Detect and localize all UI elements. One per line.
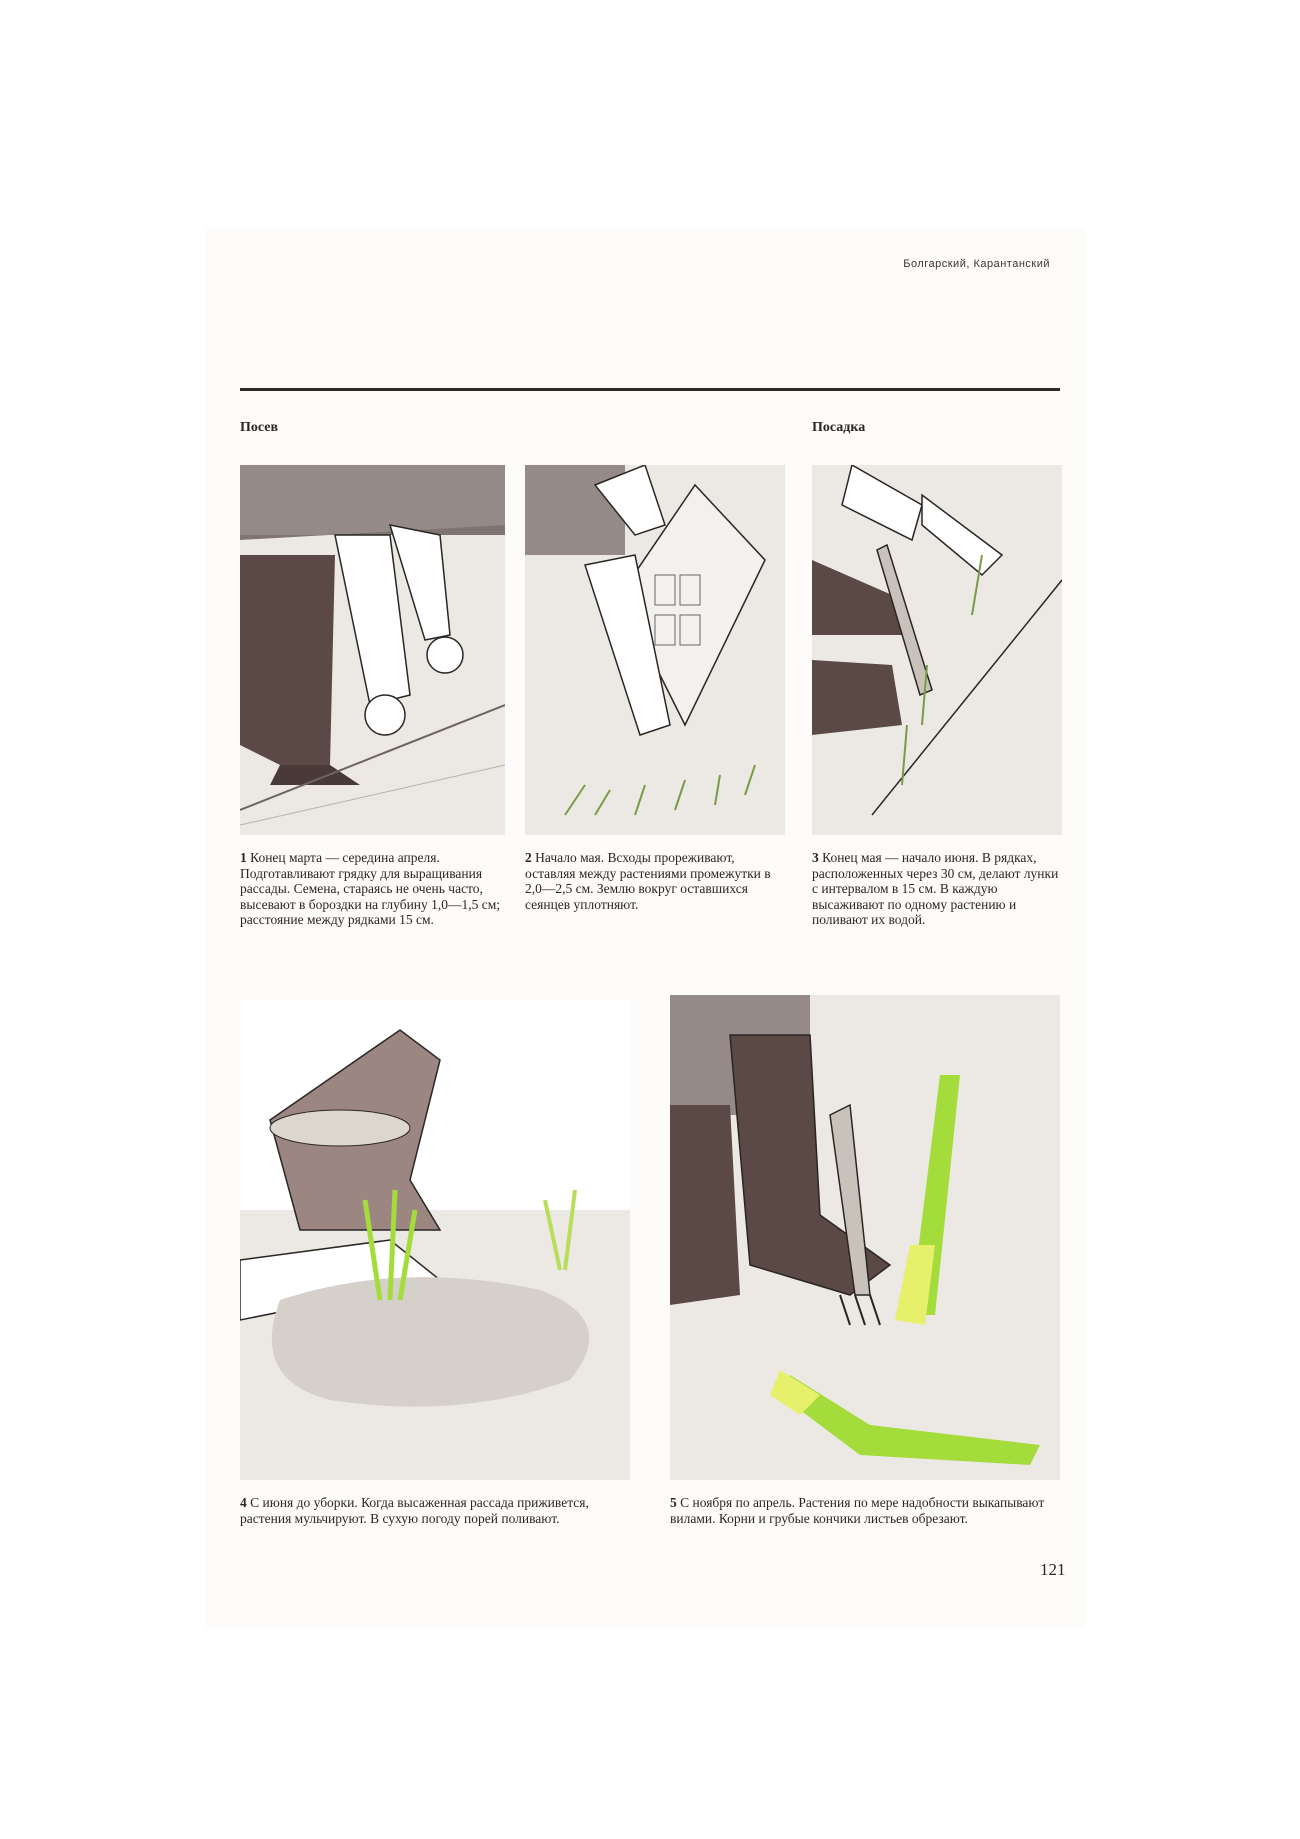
illustration-thinning-seedlings	[525, 465, 785, 835]
caption-3-text: Конец мая — начало июня. В рядках, расположенных через 30 см, делают лунки с интервалом в 15 см. В каждую высаживают по одному растению и поливают их водой.	[812, 850, 1059, 927]
caption-2-text: Начало мая. Всходы прореживают, оставляя между растениями промежутки в 2,0—2,5 см. Землю вокруг оставшихся сеянцев уплотняют.	[525, 850, 771, 912]
caption-2-number: 2	[525, 850, 536, 865]
illustration-sowing-furrow	[240, 465, 505, 835]
caption-5-number: 5	[670, 1495, 681, 1510]
section-title-planting: Посадка	[812, 420, 866, 435]
caption-5	[670, 1495, 1060, 1526]
header-rule	[240, 388, 1060, 391]
section-title-sowing: Посев	[240, 420, 279, 435]
illustration-planting-holes	[812, 465, 1062, 835]
caption-1	[240, 850, 505, 928]
caption-4-number: 4	[240, 1495, 251, 1510]
caption-3	[812, 850, 1062, 928]
caption-4	[240, 1495, 630, 1526]
caption-1-number: 1	[240, 850, 251, 865]
caption-2	[525, 850, 785, 912]
caption-3-number: 3	[812, 850, 823, 865]
caption-5-text: С ноября по апрель. Растения по мере надобности выкапывают вилами. Корни и грубые кончики листьев обрезают.	[670, 1495, 1045, 1526]
illustration-lifting-leeks	[670, 995, 1060, 1480]
illustration-mulching	[240, 1000, 630, 1480]
caption-1-text: Конец марта — середина апреля. Подготавливают грядку для выращивания рассады. Семена, стараясь не очень часто, высевают в бороздки на глубину 1,0—1,5 см; расстояние между рядками 15 см.	[240, 850, 501, 927]
running-head: Болгарский, Карантанский	[903, 258, 1050, 270]
page-number: 121	[1040, 1560, 1066, 1579]
caption-4-text: С июня до уборки. Когда высаженная рассада приживется, растения мульчируют. В сухую погоду порей поливают.	[240, 1495, 589, 1526]
